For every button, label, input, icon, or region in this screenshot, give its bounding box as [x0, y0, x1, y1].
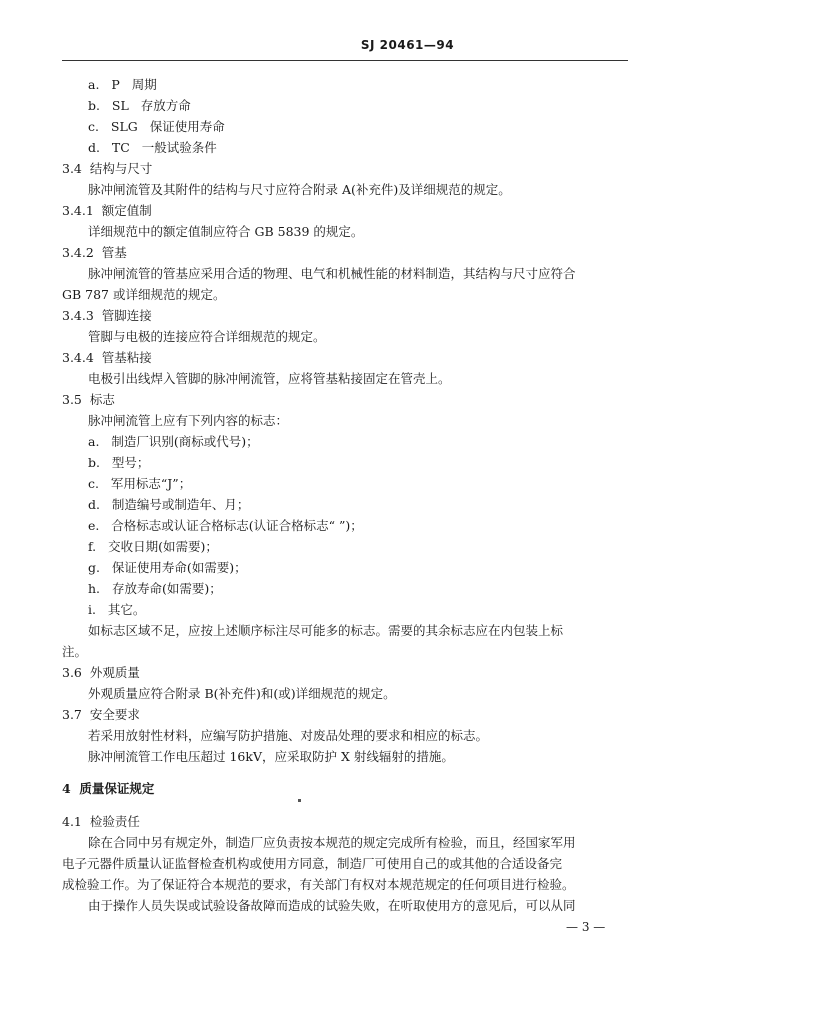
page-number: — 3 — [566, 920, 606, 934]
section-heading: 3.6 外观质量 [62, 665, 140, 680]
list-item: i. 其它。 [88, 602, 146, 617]
paragraph: GB 787 或详细规范的规定。 [62, 287, 226, 302]
list-item: e. 合格标志或认证合格标志(认证合格标志“ ”)； [88, 518, 363, 533]
list-item: h. 存放寿命(如需要)； [88, 581, 222, 596]
section-heading: 3.4.4 管基粘接 [62, 350, 152, 365]
scan-speck [298, 799, 301, 802]
list-item: a. 制造厂识别(商标或代号)； [88, 434, 259, 449]
list-item: d. TC 一般试验条件 [88, 140, 217, 155]
paragraph: 电子元器件质量认证监督检查机构或使用方同意，制造厂可使用自己的或其他的合适设备完 [62, 856, 563, 871]
list-item: c. 军用标志“J”； [88, 476, 192, 491]
section-heading: 3.4.1 额定值制 [62, 203, 152, 218]
paragraph: 除在合同中另有规定外，制造厂应负责按本规范的规定完成所有检验，而且，经国家军用 [88, 835, 576, 850]
paragraph: 电极引出线焊入管脚的脉冲闸流管，应将管基粘接固定在管壳上。 [88, 371, 451, 386]
paragraph: 外观质量应符合附录 B(补充件)和(或)详细规范的规定。 [88, 686, 396, 701]
list-item: c. SLG 保证使用寿命 [88, 119, 225, 134]
list-item: b. SL 存放方命 [88, 98, 191, 113]
paragraph: 如标志区域不足，应按上述顺序标注尽可能多的标志。需要的其余标志应在内包装上标 [88, 623, 564, 638]
paragraph: 脉冲闸流管工作电压超过 16kV，应采取防护 X 射线辐射的措施。 [88, 749, 454, 764]
list-item: g. 保证使用寿命(如需要)； [88, 560, 247, 575]
section-heading: 3.4 结构与尺寸 [62, 161, 153, 176]
paragraph: 脉冲闸流管上应有下列内容的标志： [88, 413, 289, 428]
paragraph: 脉冲闸流管的管基应采用合适的物理、电气和机械性能的材料制造，其结构与尺寸应符合 [88, 266, 576, 281]
list-item: a. P 周期 [88, 77, 157, 92]
paragraph: 由于操作人员失误或试验设备故障而造成的试验失败，在听取使用方的意见后，可以从同 [88, 898, 576, 913]
paragraph: 若采用放射性材料，应编写防护措施、对废品处理的要求和相应的标志。 [88, 728, 489, 743]
section-heading: 3.7 安全要求 [62, 707, 140, 722]
paragraph: 成检验工作。为了保证符合本规范的要求，有关部门有权对本规范规定的任何项目进行检验。 [62, 877, 575, 892]
standard-number: SJ 20461—94 [360, 38, 455, 52]
chapter-heading: 4 质量保证规定 [62, 781, 155, 796]
paragraph: 详细规范中的额定值制应符合 GB 5839 的规定。 [88, 224, 364, 239]
list-item: f. 交收日期(如需要)； [88, 539, 218, 554]
section-heading: 3.5 标志 [62, 392, 115, 407]
header-rule [62, 60, 628, 61]
section-heading: 4.1 检验责任 [62, 814, 140, 829]
list-item: d. 制造编号或制造年、月； [88, 497, 250, 512]
list-item: b. 型号； [88, 455, 150, 470]
paragraph: 管脚与电极的连接应符合详细规范的规定。 [88, 329, 326, 344]
section-heading: 3.4.3 管脚连接 [62, 308, 152, 323]
paragraph: 注。 [62, 644, 88, 659]
paragraph: 脉冲闸流管及其附件的结构与尺寸应符合附录 A(补充件)及详细规范的规定。 [88, 182, 511, 197]
section-heading: 3.4.2 管基 [62, 245, 127, 260]
